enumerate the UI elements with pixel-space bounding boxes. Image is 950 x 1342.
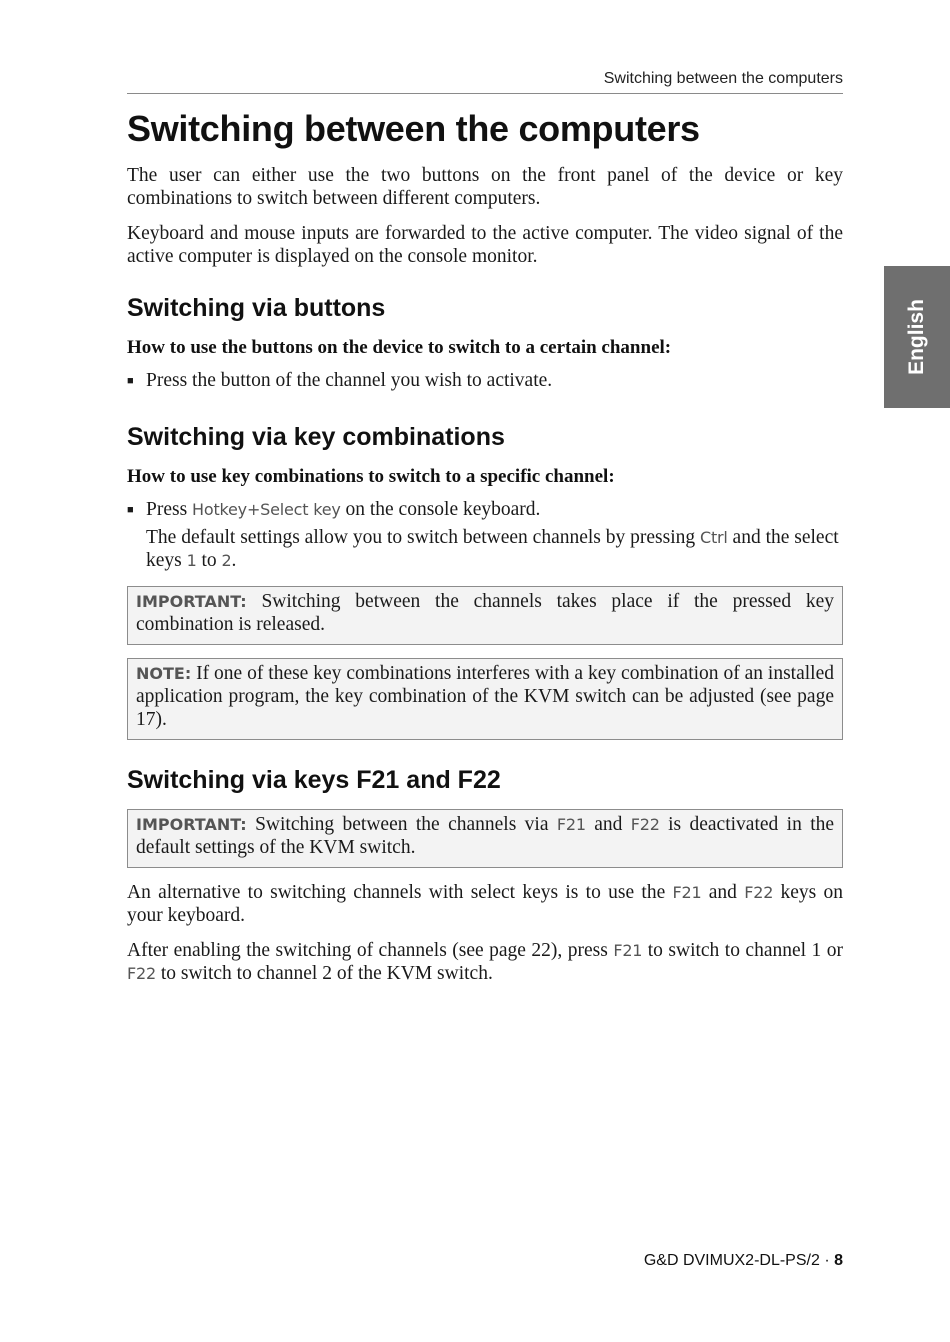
note-text: If one of these key combinations interferes with a key combination of an installed application program, the key combination of the KVM switch can be adjusted (see page 17). — [136, 663, 834, 730]
page-title: Switching between the computers — [127, 108, 700, 149]
text-run: and — [701, 882, 745, 903]
page-footer — [127, 1252, 843, 1270]
text-run: . — [231, 550, 237, 571]
text-run: An alternative to switching channels with select keys is to use the — [127, 882, 673, 903]
running-header — [127, 70, 843, 94]
section-heading-buttons: Switching via buttons — [127, 294, 386, 322]
key-f21: F21 — [556, 815, 586, 834]
language-tab-label: English — [905, 299, 928, 375]
footer-product: G&D DVIMUX2-DL-PS/2 · — [643, 1252, 835, 1269]
important-label: IMPORTANT: — [136, 592, 247, 611]
bullet-text: Press the button of the channel you wish to activate. — [146, 370, 553, 391]
list-item — [127, 498, 843, 522]
bullet-continuation — [146, 526, 843, 572]
list-item — [127, 369, 843, 393]
text-run: and the select keys — [146, 527, 839, 571]
howto-heading-buttons: How to use the buttons on the device to switch to a certain channel: — [127, 337, 672, 358]
key-f21: F21 — [672, 883, 702, 902]
key-2: 2 — [221, 551, 232, 570]
key-f21: F21 — [613, 941, 643, 960]
f21-paragraph-2 — [127, 939, 843, 985]
key-ctrl: Ctrl — [700, 528, 728, 547]
key-f22: F22 — [630, 815, 660, 834]
page-number: 8 — [834, 1252, 843, 1269]
key-f22: F22 — [127, 964, 156, 983]
text-run: and — [585, 814, 631, 835]
important-box — [127, 586, 843, 645]
important-label: IMPORTANT: — [136, 815, 247, 834]
howto-heading-key-combinations: How to use key combinations to switch to a specific channel: — [127, 466, 615, 487]
important-text: Switching between the channels takes place if the pressed key combination is released. — [136, 591, 834, 635]
language-tab — [884, 266, 950, 408]
f21-paragraph-1 — [127, 881, 843, 927]
intro-paragraph-2: Keyboard and mouse inputs are forwarded to the active computer. The video signal of the active computer is displayed on the console monitor. — [127, 223, 843, 267]
intro-paragraph-1: The user can either use the two buttons on the front panel of the device or key combinations to switch between different computers. — [127, 165, 843, 209]
bullet-text — [146, 498, 540, 522]
text-run: The default settings allow you to switch between channels by pressing — [146, 527, 700, 548]
section-heading-key-combinations: Switching via key combinations — [127, 423, 505, 451]
key-1: 1 — [186, 551, 197, 570]
key-hotkey-select: Hotkey+Select key — [192, 500, 341, 519]
note-box — [127, 658, 843, 740]
bullet-icon: ■ — [127, 375, 134, 387]
text-run: to switch to channel 1 or — [642, 940, 844, 961]
text-run: Press — [146, 499, 193, 520]
important-box — [127, 809, 843, 868]
text-run: on the console keyboard. — [340, 499, 541, 520]
page-content — [127, 108, 843, 997]
section-heading-f21-f22: Switching via keys F21 and F22 — [127, 766, 501, 794]
running-header-title: Switching between the computers — [603, 70, 843, 87]
text-run: keys on your keyboard. — [127, 882, 843, 926]
text-run: is deactivated in the default settings of the KVM switch. — [136, 814, 835, 858]
text-run: After enabling the switching of channels (see page 22), press — [127, 940, 614, 961]
text-run: to — [196, 550, 222, 571]
key-f22: F22 — [744, 883, 774, 902]
text-run: to switch to channel 2 of the KVM switch. — [155, 963, 493, 984]
note-label: NOTE: — [136, 664, 192, 683]
bullet-icon: ■ — [127, 504, 134, 516]
text-run: Switching between the channels via — [246, 814, 557, 835]
